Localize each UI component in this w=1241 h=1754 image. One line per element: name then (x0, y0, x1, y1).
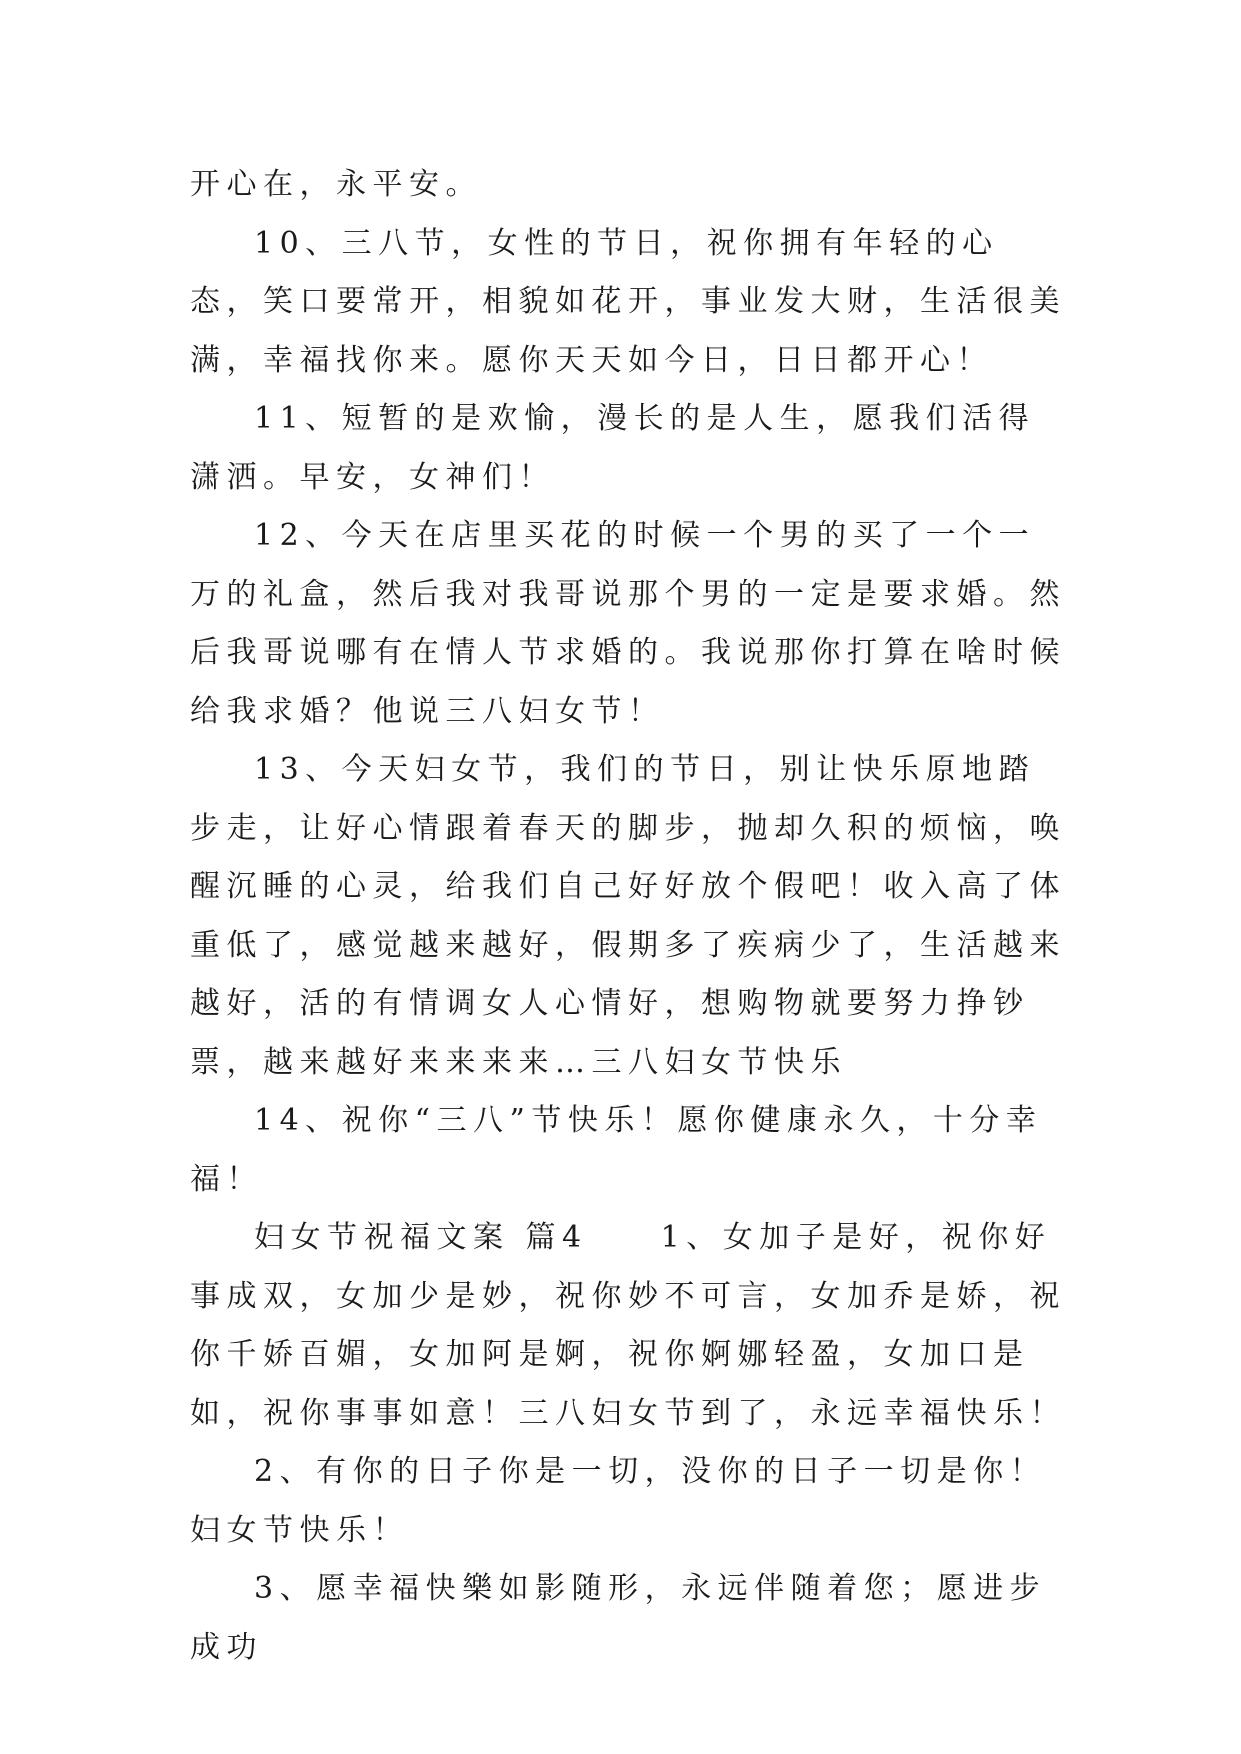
section-heading-paragraph: 妇女节祝福文案 篇4 1、女加子是好，祝你好事成双，女加少是妙，祝你妙不可言，女加乔是娇，祝你千娇百媚，女加阿是婀，祝你婀娜轻盈，女加口是如，祝你事事如意！三八妇女节到了，永远幸福快乐！ (190, 1220, 1066, 1431)
paragraph-item-10: 10、三八节，女性的节日，祝你拥有年轻的心态，笑口要常开，相貌如花开，事业发大财，生活很美满，幸福找你来。愿你天天如今日，日日都开心！ (190, 225, 1066, 378)
paragraph-continuation: 开心在，永平安。 (190, 167, 482, 202)
paragraph-item-13: 13、今天妇女节，我们的节日，别让快乐原地踏步走，让好心情跟着春天的脚步，抛却久积的烦恼，唤醒沉睡的心灵，给我们自己好好放个假吧！收入高了体重低了，感觉越来越好，假期多了疾病少了，生活越来越好，活的有情调女人心情好，想购物就要努力挣钞票，越来越好来来来来…三八妇女节快乐 (190, 752, 1066, 1080)
paragraph-item-11: 11、短暂的是欢愉，漫长的是人生，愿我们活得潇洒。早安，女神们！ (190, 401, 1036, 495)
paragraph-item-14: 14、祝你“三八”节快乐！愿你健康永久，十分幸福！ (190, 1103, 1043, 1197)
paragraph-item-12: 12、今天在店里买花的时候一个男的买了一个一万的礼盒，然后我对我哥说那个男的一定是要求婚。然后我哥说哪有在情人节求婚的。我说那你打算在啥时候给我求婚？他说三八妇女节！ (190, 518, 1066, 729)
paragraph-item-3: 3、愿幸福快樂如影随形，永远伴随着您；愿进步成功 (190, 1571, 1047, 1665)
paragraph-item-2: 2、有你的日子你是一切，没你的日子一切是你！妇女节快乐！ (190, 1454, 1047, 1548)
document-body (190, 156, 1070, 1677)
